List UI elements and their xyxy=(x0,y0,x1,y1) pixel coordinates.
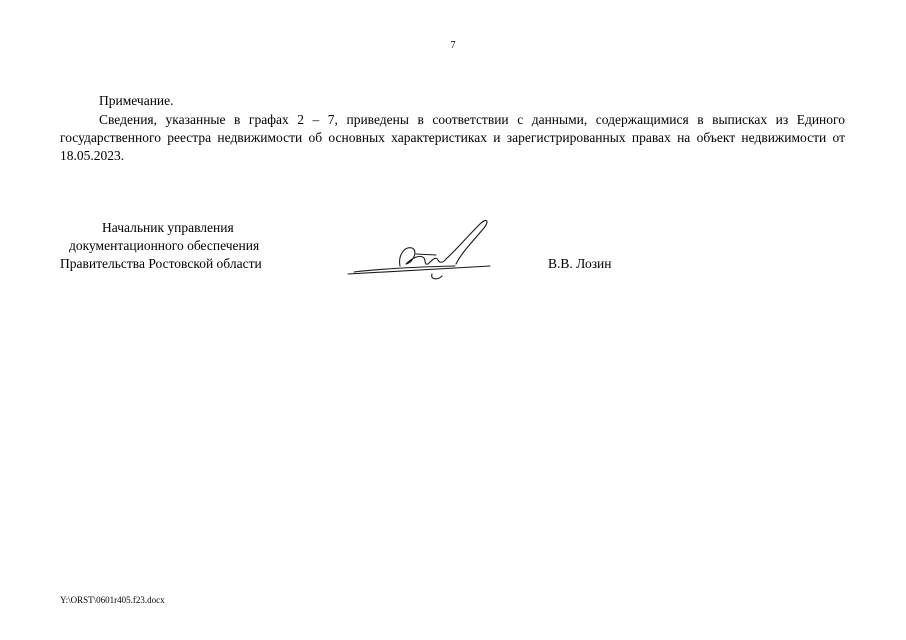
page-number: 7 xyxy=(450,40,456,51)
note-text: Сведения, указанные в графах 2 – 7, приведены в соответствии с данными, содержащимися в выписках из Единого государственного реестра недвижимости об основных характеристиках и зарегистрированных правах на объект недвижимости от 18.05.2023. xyxy=(60,112,845,163)
signer-position-line-2: документационного обеспечения xyxy=(69,238,260,253)
signer-name: В.В. Лозин xyxy=(548,256,612,271)
signer-position-line-3: Правительства Ростовской области xyxy=(60,256,262,271)
signer-position xyxy=(60,219,310,273)
note-title: Примечание. xyxy=(99,93,174,108)
signer-position-line-1: Начальник управления xyxy=(102,220,234,235)
file-path: Y:\ORST\0601r405.f23.docx xyxy=(60,595,165,605)
handwritten-signature xyxy=(340,214,500,284)
